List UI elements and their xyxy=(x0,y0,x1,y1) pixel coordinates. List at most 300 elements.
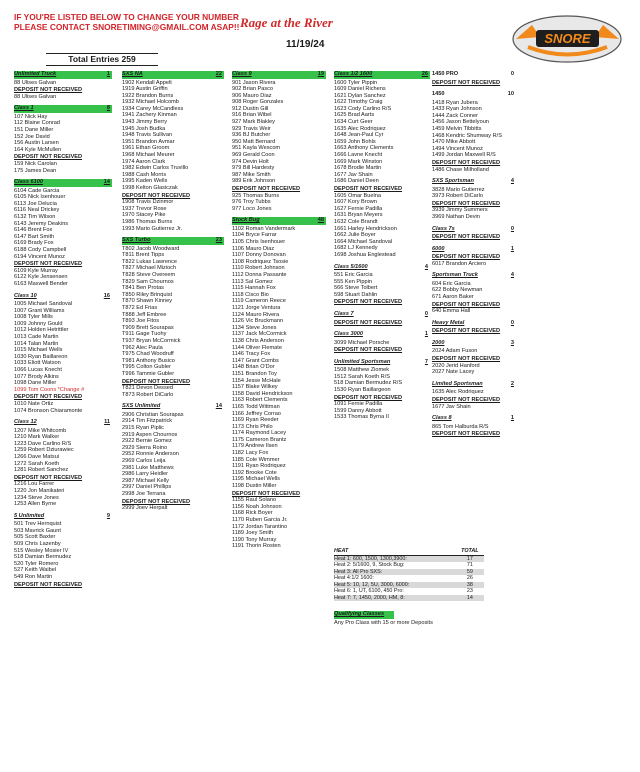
entry-row: T996 Tammie Gubler xyxy=(122,370,175,377)
heat-label: Heat 6: 1, UT, 6100, 450 Pro: xyxy=(334,588,404,594)
class-section-class-8 xyxy=(432,415,516,438)
class-count: 2 xyxy=(510,380,514,387)
entry-row: 1669 Mark Winston xyxy=(334,158,383,165)
heat-header-total: TOTAL xyxy=(456,548,484,555)
deposit-not-received-label: DEPOSIT NOT RECEIVED xyxy=(232,490,301,497)
entry-row: 501 Trev Hernquist xyxy=(14,521,62,528)
heat-total: 38 xyxy=(456,582,484,589)
entry-row: 1098 Dane Miller xyxy=(14,380,57,387)
entry-row: 2998 Joe Terrana xyxy=(122,490,166,497)
class-count: 3 xyxy=(510,339,514,346)
entry-row: T937 Bryan McCormick xyxy=(122,337,181,344)
entry-row: T811 Brent Tipps xyxy=(122,252,165,259)
entry-row: 6143 Jeremy Deakins xyxy=(14,220,69,227)
class-title: Unlimited Truck xyxy=(14,71,57,77)
entry-row: 1012 Holden Hetrittler xyxy=(14,327,69,334)
unpaid-entry-row: 1170 Ruben Garcia Jr. xyxy=(232,517,288,523)
entry-row: 1418 Ryan Jubera xyxy=(432,99,478,106)
entry-row: 88 Ulises Galvan xyxy=(14,79,57,86)
entry-row: 515 Wesley Mosier IV xyxy=(14,547,69,554)
class-header xyxy=(122,71,224,79)
class-header xyxy=(232,71,326,79)
heat-total: 17 xyxy=(456,555,484,562)
entry-row: 1014 Talan Martin xyxy=(14,340,59,347)
entry-row: 987 Mike Smith xyxy=(232,171,271,178)
entry-row: 1998 Kelton Glasiczak xyxy=(122,185,178,191)
class-count: 14 xyxy=(103,179,110,186)
unpaid-entry-row: 925 Thomas Burns xyxy=(232,192,280,199)
deposit-not-received-label: DEPOSIT NOT RECEIVED xyxy=(432,234,501,241)
class-section-sxs-sportsman xyxy=(432,178,516,220)
class-header xyxy=(432,320,516,328)
entry-row: 1015 Michael Wells xyxy=(14,347,63,354)
entry-row: 2906 Christian Sourapas xyxy=(122,411,184,418)
unpaid-entry-row: 1662 Julie Boyer xyxy=(334,232,376,239)
class-count: 7 xyxy=(424,358,428,365)
entry-row: 505 Scott Baxter xyxy=(14,534,56,541)
class-count: 11 xyxy=(104,419,110,426)
class-title: Class 3000 xyxy=(334,331,363,338)
unpaid-entry-row: 175 James Dean xyxy=(14,167,57,174)
unpaid-entry-row: T821 Devon Dessed xyxy=(122,385,173,392)
entry-row: 1663 Anthony Clements xyxy=(334,145,394,152)
entry-row: 969 Gerald Coon xyxy=(232,152,275,159)
class-count: 1 xyxy=(424,331,428,338)
entry-row: 1099 Tom Coons *Change # xyxy=(14,386,85,393)
unpaid-entry-row: 1970 Stacey Pike xyxy=(122,212,166,219)
entry-row: 1144 Oliver Flemate xyxy=(232,344,282,351)
entry-row: 6113 Joe Delucia xyxy=(14,200,57,207)
class-section-5-unlimited xyxy=(14,513,112,588)
entry-row: 6132 Tim Wilson xyxy=(14,214,56,220)
entry-row: 1151 Brandon Toy xyxy=(232,370,277,377)
event-date: 11/19/24 xyxy=(286,39,325,50)
entry-row: 1433 Ryan Johnson xyxy=(432,106,482,113)
class-section-unlimited-truck xyxy=(14,71,112,100)
entry-row: T909 Brett Sourapas xyxy=(122,324,174,331)
entry-row: 2914 Tim Fitzpatrick xyxy=(122,418,173,425)
unpaid-entry-row: 159 Nick Carolan xyxy=(14,160,57,167)
class-section-limited-sportsman xyxy=(432,381,516,410)
entry-row: 2969 Carlos Leija xyxy=(122,457,166,464)
entry-row: 3099 Michael Porsche xyxy=(334,339,390,346)
column-1 xyxy=(14,71,112,593)
entry-row: 1902 Kendall Appelt xyxy=(122,79,172,86)
column-4 xyxy=(334,71,430,426)
entry-row: 1077 Brody Alkins xyxy=(14,373,59,380)
heat-row xyxy=(334,595,484,602)
entry-row: 2952 Ronnie Anderson xyxy=(122,451,179,458)
entry-row: 951 Kayla Wescom xyxy=(232,145,281,152)
entry-row: 1961 Ethan Groom xyxy=(122,145,170,152)
heat-label: Heat 3: All Pro SXS: xyxy=(334,569,456,576)
entry-row: 3828 Mario Gutierrez xyxy=(432,186,485,193)
heat-label: Heat 5: 10, 12, 5U, 3000, 6000: xyxy=(334,582,456,589)
entry-row: 916 Brian Wibel xyxy=(232,112,272,119)
entry-row: 6194 Vincent Munoz xyxy=(14,253,65,260)
class-title: Class 12 xyxy=(14,419,37,426)
entry-row: 1934 Carey McCandless xyxy=(122,105,184,112)
entry-row: 6188 Cody Campbell xyxy=(14,246,67,253)
class-title: 5 Unlimited xyxy=(14,512,45,519)
entry-row: 1030 Ryan Baillareon xyxy=(14,353,68,360)
entry-row: 1635 Alec Rodriquez xyxy=(334,125,386,132)
entry-row: 156 Austin Larsen xyxy=(14,140,59,147)
class-count: 22 xyxy=(215,71,222,77)
class-count: 1 xyxy=(510,245,514,252)
deposit-not-received-label: DEPOSIT NOT RECEIVED xyxy=(432,328,501,335)
entry-row: 1995 Kaden Wells xyxy=(122,178,168,185)
unpaid-entry-row: 2999 Joev Herpalt xyxy=(122,505,168,512)
deposit-not-received-label: DEPOSIT NOT RECEIVED xyxy=(334,394,403,401)
entry-row: 1272 Sarah Koeth xyxy=(14,460,60,467)
entry-row: T828 Steve Overeem xyxy=(122,272,176,279)
class-title: Unlimited Sportsman xyxy=(334,358,391,365)
entry-row: 1146 Tracy Fox xyxy=(232,351,271,358)
entry-row: 6104 Cade Garcia xyxy=(14,187,60,194)
unpaid-entry-row: 1191 Thorin Rosten xyxy=(232,543,281,550)
class-section-class-7s xyxy=(432,226,516,241)
unpaid-entry-row: 1605 Omar Buelna xyxy=(334,192,381,199)
class-title: Class 10 xyxy=(14,292,37,299)
entry-row: 1013 Cade Martin xyxy=(14,334,59,340)
class-header xyxy=(432,381,516,389)
entry-row: 1169 Ryan Reeder xyxy=(232,417,279,424)
unpaid-entry-row: 977 Loco Jones xyxy=(232,205,272,212)
entry-row: 1941 Zachery Kinman xyxy=(122,112,177,119)
entry-row: 974 Devin Holt xyxy=(232,158,269,165)
entry-row: 2929 Sierra Roino xyxy=(122,444,168,451)
entry-row: 2981 Luke Matthews xyxy=(122,464,174,471)
entry-row: 1470 Mike Abbott xyxy=(432,139,476,146)
entry-row: 1185 Cole Wimmer xyxy=(232,456,280,463)
unpaid-entry-row: 1190 Tony Murray xyxy=(232,536,277,543)
class-count: 19 xyxy=(317,71,324,77)
entry-row: 1686 Daniel Deen xyxy=(334,178,379,185)
entry-row: 2987 Michael Kelly xyxy=(122,477,169,484)
entry-row: 551 Eric Garcia xyxy=(334,272,373,279)
entry-row: 936 BJ Butcher xyxy=(232,132,271,139)
class-section-class-1-2-1600 xyxy=(334,71,430,259)
entry-row: 1281 Robert Sanchez xyxy=(14,467,69,474)
entry-row: 1033 Eliott Watson xyxy=(14,360,61,367)
unpaid-entry-row: 1908 Travis Dzinmor xyxy=(122,199,174,206)
entry-row: 1259 Robert Dziurawiec xyxy=(14,447,74,454)
entry-row: 1112 Donna Passante xyxy=(232,272,287,279)
change-number-notice xyxy=(14,12,239,32)
deposit-not-received-label: DEPOSIT NOT RECEIVED xyxy=(432,431,501,438)
entry-row: 1134 Steve Jones xyxy=(232,324,277,331)
entry-row: 520 Tyler Romero xyxy=(14,560,59,567)
class-section-class-10 xyxy=(14,293,112,415)
deposit-not-received-label: DEPOSIT NOT RECEIVED xyxy=(232,186,301,192)
class-count: 0 xyxy=(510,225,514,232)
heat-total: 23 xyxy=(466,588,473,594)
class-title: 2000 xyxy=(432,339,445,346)
entry-row: 6116 Neal Drickey xyxy=(14,207,60,214)
entry-row: 1126 Vic Bruckmann xyxy=(232,318,284,325)
class-count: 1 xyxy=(106,71,110,77)
entry-row: 555 Ken Pippin xyxy=(334,278,372,285)
entry-row: 6105 Nick Isenhouer xyxy=(14,194,66,201)
class-title: 6000 xyxy=(432,245,445,252)
entry-row: 1659 John Bohls xyxy=(334,138,376,145)
unpaid-entry-row: 1234 Steve Jones xyxy=(14,494,59,501)
unpaid-entry-row: 640 Emma Hall xyxy=(432,308,471,315)
entry-row: T841 Ben Protas xyxy=(122,285,164,292)
heat-total: 59 xyxy=(456,569,484,576)
entry-row: 1948 Travis Sullivan xyxy=(122,132,173,139)
deposit-not-received-label: DEPOSIT NOT RECEIVED xyxy=(14,394,83,401)
class-header xyxy=(334,359,430,367)
deposit-not-received-label: DEPOSIT NOT RECEIVED xyxy=(14,154,83,161)
entry-row: 6169 Brady Fox xyxy=(14,240,54,247)
entry-row: 1166 Jeffrey Corrao xyxy=(232,410,281,417)
entry-row: 6146 Brent Fox xyxy=(14,227,53,234)
class-count: 26 xyxy=(421,71,428,77)
entry-row: 1508 Matthew Ziomek xyxy=(334,367,390,374)
class-section-1450-pro xyxy=(432,71,516,86)
class-count: 9 xyxy=(106,512,110,519)
entry-row: 671 Aaron Baker xyxy=(432,294,474,301)
class-header xyxy=(122,403,224,411)
class-header xyxy=(334,331,430,339)
entry-row: 2997 Daniel Phillips xyxy=(122,484,172,491)
entry-row: 518 Damian Bermudez xyxy=(14,554,72,561)
entry-row: 1182 Lacy Fox xyxy=(232,450,269,457)
entry-row: 2919 Aspen Chournos xyxy=(122,431,178,438)
class-title: Class 1/2 1600 xyxy=(334,71,373,77)
deposit-not-received-label: DEPOSIT NOT RECEIVED xyxy=(432,79,501,86)
class-header xyxy=(14,105,112,113)
heat-label: Heat 1: 600, 1500, 1300,3900: xyxy=(334,555,456,562)
deposit-not-received-label: DEPOSIT NOT RECEIVED xyxy=(334,186,403,192)
class-section-class-9 xyxy=(232,71,326,212)
entry-row: 989 Erik Johnson xyxy=(232,178,276,185)
entry-row: 1195 Michael Wells xyxy=(232,476,280,483)
unpaid-entry-row: 1533 Thomas Byrna II xyxy=(334,414,389,421)
unpaid-entry-row: 1168 Rick Boyer xyxy=(232,510,273,517)
class-section-heavy-metal xyxy=(432,320,516,335)
class-count: 10 xyxy=(507,91,514,98)
class-title: Heavy Metal xyxy=(432,319,465,326)
entry-row: 950 Matt Bernard xyxy=(232,138,276,145)
class-count: 23 xyxy=(215,237,222,244)
entry-row: 1678 Brodie Martin xyxy=(334,165,382,172)
entry-row: 1191 Ryan Rodriquez xyxy=(232,463,286,470)
class-count: 48 xyxy=(317,217,324,224)
heat-table xyxy=(334,548,484,601)
class-header xyxy=(14,71,112,79)
heat-label: Heat 4:1/2 1600: xyxy=(334,575,374,581)
entry-row: 1104 Bryce Farrar xyxy=(232,232,277,239)
entry-row: T995 Colton Gubler xyxy=(122,364,171,371)
deposit-not-received-label: DEPOSIT NOT RECEIVED xyxy=(14,87,83,94)
deposit-not-received-label: DEPOSIT NOT RECEIVED xyxy=(334,319,403,326)
class-count: 0 xyxy=(510,71,514,77)
unpaid-entry-row: 1172 Jordan Tarantino xyxy=(232,523,288,530)
entry-row: T911 Gage Tuohy xyxy=(122,331,167,338)
entry-row: 1600 Tyler Pippin xyxy=(334,79,378,86)
entry-row: 901 Jason Rivera xyxy=(232,79,276,86)
entry-row: T870 Shawn Kinney xyxy=(122,298,173,305)
entry-row: 527 Keith Waibel xyxy=(14,567,57,574)
class-section-unlimited-sportsman xyxy=(334,359,430,421)
entry-row: T822 Lukas Lawrence xyxy=(122,258,178,265)
class-count: 1 xyxy=(510,415,514,422)
entry-row: 1009 Johnny Gould xyxy=(14,320,63,327)
class-count: 16 xyxy=(103,292,110,299)
class-section-class-1 xyxy=(14,105,112,174)
entry-row: 1121 Jorge Ventura xyxy=(232,305,281,311)
class-title: Class 6100 xyxy=(14,179,43,186)
entry-row: 1444 Zack Conner xyxy=(432,112,479,119)
entry-row: 908 Roger Gonzales xyxy=(232,99,284,106)
entry-row: 518 Damian Bermudez R/S xyxy=(334,380,403,387)
entry-row: T872 Ed Frias xyxy=(122,305,158,311)
entry-row: 1943 Jimmy Berry xyxy=(122,119,168,126)
entry-row: 929 Travis Weir xyxy=(232,125,271,132)
entry-row: T850 Riley Brinquist xyxy=(122,291,173,298)
deposit-not-received-label: DEPOSIT NOT RECEIVED xyxy=(334,347,403,354)
entry-row: 1192 Brooke Cote xyxy=(232,469,277,476)
class-title: Stock Bug xyxy=(232,217,260,224)
class-section-class-6100 xyxy=(14,179,112,287)
unpaid-entry-row: 1986 Thomas Burns xyxy=(122,218,173,225)
class-header xyxy=(432,178,516,186)
entry-row: 1157 Blake Wilkey xyxy=(232,384,278,391)
class-title: SXS Turbo xyxy=(122,237,151,244)
entry-row: 1124 Mauro Rivera xyxy=(232,311,280,318)
class-count: 4 xyxy=(510,178,514,185)
class-header xyxy=(334,71,430,79)
deposit-not-received-label: DEPOSIT NOT RECEIVED xyxy=(432,396,501,403)
entry-row: 1666 Lavne Knecht xyxy=(334,152,383,159)
unpaid-entry-row: 1677 Jav Shain xyxy=(432,403,471,410)
entry-row: T827 Michael Mizioch xyxy=(122,265,177,272)
unpaid-entry-row: 2020 Jerid Hanford xyxy=(432,362,480,369)
entry-row: 1113 Sal Gomez xyxy=(232,278,273,285)
entry-row: 622 Bobby Newman xyxy=(432,287,483,294)
heat-label: Heat 2: 5/1600, 9, Stock Bug: xyxy=(334,562,405,568)
class-section-stock-bug xyxy=(232,217,326,550)
column-2 xyxy=(122,71,224,517)
class-title: 1450 PRO xyxy=(432,71,459,77)
entry-row: 1066 Lucas Knecht xyxy=(14,366,62,373)
entry-row: T893 Joe Fitos xyxy=(122,318,159,325)
class-title: Limited Sportsman xyxy=(432,380,483,387)
deposit-not-received-label: DEPOSIT NOT RECEIVED xyxy=(432,200,501,207)
deposit-not-received-label: DEPOSIT NOT RECEIVED xyxy=(432,301,501,308)
entry-row: 151 Dane Miller xyxy=(14,126,54,133)
entry-row: 566 Steve Tolbert xyxy=(334,285,378,292)
class-section-sportsman-truck xyxy=(432,272,516,314)
unpaid-entry-row: 3939 Jimmy Summers xyxy=(432,207,488,214)
entry-row: 1530 Ryan Baillargeon xyxy=(334,387,391,394)
class-section-class-3000 xyxy=(334,331,430,354)
entry-row: 1179 Andrew Ilsen xyxy=(232,443,278,450)
class-header xyxy=(122,237,224,245)
unpaid-entry-row: 1632 Cole Brandt xyxy=(334,218,378,225)
entry-row: 1165 Todd Wittman xyxy=(232,403,280,410)
unpaid-entry-row: 1189 Joey Smith xyxy=(232,530,274,537)
unpaid-entry-row: 1220 Jon Manikateri xyxy=(14,487,65,494)
unpaid-entry-row: 1664 Michael Sandoval xyxy=(334,238,393,245)
unpaid-entry-row: 1156 Noah Johnson xyxy=(232,503,282,510)
deposit-not-received-label: DEPOSIT NOT RECEIVED xyxy=(334,299,403,306)
unpaid-entry-row: 1599 Danny Abbott xyxy=(334,407,382,414)
entry-row: 1634 Curt Geer xyxy=(334,119,373,126)
event-brand: Rage at the River xyxy=(240,15,333,30)
entry-row: 1609 Daniel Richens xyxy=(334,86,386,93)
class-section-class-5-1600 xyxy=(334,264,430,306)
unpaid-entry-row: 6122 Kyle Jensensen xyxy=(14,274,68,281)
notice-line-2: PLEASE CONTACT SNORETIMING@GMAIL.COM ASAP!! xyxy=(14,22,240,32)
class-count: 8 xyxy=(106,105,110,112)
entry-row: 1107 Donny Donovan xyxy=(232,252,286,259)
unpaid-entry-row: 1682 LJ Kennedy xyxy=(334,245,378,252)
entry-row: 1459 Melvin Tibbitts xyxy=(432,125,482,132)
unpaid-entry-row: 1216 Lou Farrer xyxy=(14,481,55,488)
deposit-not-received-label: DEPOSIT NOT RECEIVED xyxy=(122,498,191,505)
entry-row: 1988 Cash Morris xyxy=(122,171,167,178)
class-count: 4 xyxy=(424,263,428,270)
entry-row: 1115 Hannah Fox xyxy=(232,285,276,292)
class-section-sxs-unlimited xyxy=(122,403,224,511)
class-title: SXS Unlimited xyxy=(122,403,161,410)
class-section-sxs-turbo xyxy=(122,237,224,398)
class-title: Class 7s xyxy=(432,225,455,232)
entry-row: 1494 Vincent Munoz xyxy=(432,145,483,152)
total-entries: Total Entries 259 xyxy=(46,53,158,66)
entry-row: 1148 Brian O'Dor xyxy=(232,364,275,371)
class-header xyxy=(432,91,516,99)
unpaid-entry-row: 1486 Chase Milholland xyxy=(432,166,489,173)
deposit-not-received-label: DEPOSIT NOT RECEIVED xyxy=(432,356,501,363)
entry-row: 1499 Jordan Maxwell R/S xyxy=(432,152,496,159)
unpaid-entry-row: 1993 Mario Gutierrez Jr. xyxy=(122,225,183,232)
column-5 xyxy=(432,71,516,443)
entry-row: 1175 Cameron Brantz xyxy=(232,436,287,443)
entry-row: 1106 Mauro Diaz xyxy=(232,245,275,252)
class-title: Class 1 xyxy=(14,105,34,112)
class-header xyxy=(14,419,112,427)
entry-row: 1456 Jason Bettelyoun xyxy=(432,119,489,126)
class-title: Class 5/1600 xyxy=(334,263,368,270)
deposit-not-received-label: DEPOSIT NOT RECEIVED xyxy=(122,378,191,385)
entry-row: 1138 Chris Anderson xyxy=(232,337,284,344)
unpaid-entry-row: 976 Troy Tubbs xyxy=(232,199,271,206)
unpaid-entry-row: 6163 Maxwell Bender xyxy=(14,280,68,287)
entry-row: 1154 Jesse McHale xyxy=(232,377,281,384)
class-header xyxy=(14,293,112,301)
class-header xyxy=(14,513,112,521)
entry-row: 1635 Alec Rodriquez xyxy=(432,389,484,396)
unpaid-entry-row: 1091 Fernie Padilla xyxy=(334,401,383,408)
entry-row: 598 Stuart Dahlin xyxy=(334,291,378,298)
entry-row: 1105 Chris Isenhouer xyxy=(232,239,286,246)
entry-row: 1677 Jav Shain xyxy=(334,171,373,178)
entry-row: 1198 Dustin Miller xyxy=(232,483,277,490)
class-header xyxy=(334,311,430,319)
class-header xyxy=(432,226,516,234)
entry-row: 1210 Mark Walker xyxy=(14,434,60,441)
heat-header-label: HEAT xyxy=(334,548,456,555)
class-count: 0 xyxy=(510,319,514,326)
entry-row: T975 Chad Woodruff xyxy=(122,351,174,358)
class-header xyxy=(14,179,112,187)
entry-row: T981 Anthony Busico xyxy=(122,357,175,364)
